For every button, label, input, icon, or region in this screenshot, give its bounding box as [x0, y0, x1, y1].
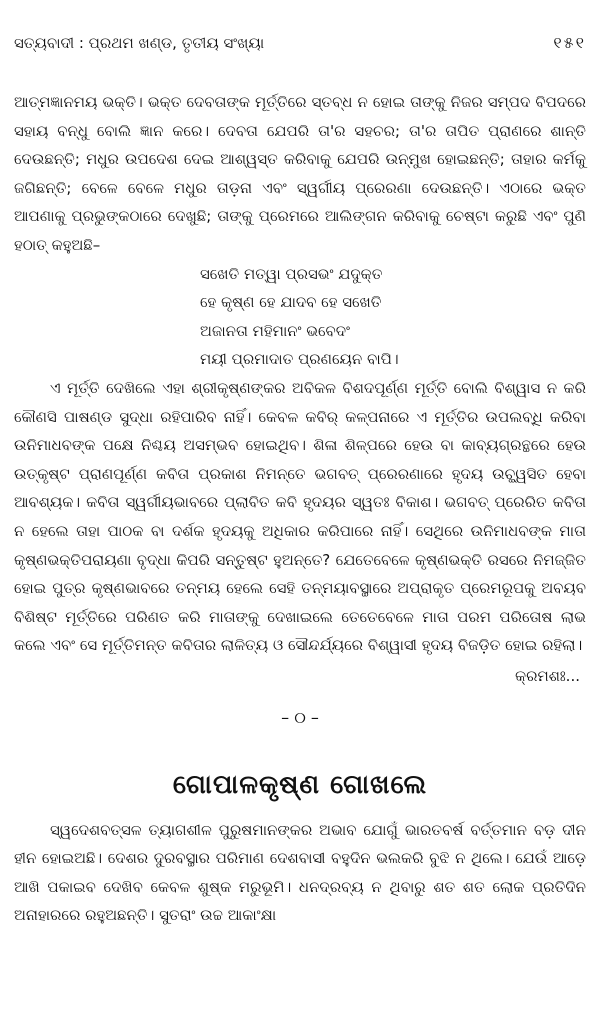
article-paragraph: ଆତ୍ମଜ୍ଞାନମୟ ଭକ୍ତି। ଭକ୍ତ ଦେବତାଙ୍କ ମୂର୍ତ୍ତିରେ ସ୍ତବ୍ଧ ନ ହୋଇ ତାଙ୍କୁ ନିଜର ସମ୍ପଦ ବିପଦରେ ସହାୟ ବନ୍ଧୁ ବୋଲି ଜ୍ଞାନ କରେ। ଦେବତା ଯେପରି ତା'ର ସହଚର; ତା'ର ତାପିତ ପ୍ରାଣରେ ଶାନ୍ତି ଦେଉଛନ୍ତି; ମଧୁର ଉପଦେଶ ଦେଇ ଆଶ୍ୱସ୍ତ କରିବାକୁ ଯେପରି ଉନ୍ମୁଖ ହୋଇଛନ୍ତି; ତାହାର କର୍ମକୁ ଜଗିଛନ୍ତି; ବେଳେ ବେଳେ ମଧୁର ତାଡ଼ନା ଏବଂ ସ୍ୱର୍ଗୀୟ ପ୍ରେରଣା ଦେଉଛନ୍ତି। ଏଠାରେ ଭକ୍ତ ଆପଣାକୁ ପ୍ରଭୁଙ୍କଠାରେ ଦେଖୁଛି; ତାଙ୍କୁ ପ୍ରେମରେ ଆଲିଙ୍ଗନ କରିବାକୁ ଚେଷ୍ଟା କରୁଛି ଏବଂ ପୁଣି ହଠାତ୍ କହୁଅଛି–: [14, 93, 586, 254]
verse-line: ମୟୀ ପ୍ରମାଦାତ ପ୍ରଣୟେନ ବାପି।: [200, 350, 399, 369]
verse-line: ସଖେତି ମତ୍ୱା ପ୍ରସଭଂ ଯଦୁକ୍ତ: [200, 264, 383, 283]
continued-label: କ୍ରମଶଃ...: [515, 666, 580, 685]
verse-line: ହେ କୃଷ୍ଣ ହେ ଯାଦବ ହେ ସଖେତି: [200, 293, 382, 312]
article-paragraph: ଏ ମୂର୍ତ୍ତି ଦେଖିଲେ ଏହା ଶ୍ରୀକୃଷ୍ଣଙ୍କର ଅବିକଳ ବିଶଦପୂର୍ଣ୍ଣ ମୂର୍ତ୍ତି ବୋଲି ବିଶ୍ୱାସ ନ କରି କୌଣସି ପାଷଣ୍ଡ ସୁଦ୍ଧା ରହିପାରିବ ନାହିଁ। କେବଳ କବିର୍ କଳ୍ପନାରେ ଏ ମୂର୍ତ୍ତିର ଉପଲବ୍ଧି କରିବା ଉନିମାଧବଙ୍କ ପକ୍ଷେ ନିଶ୍ଚୟ ଅସମ୍ଭବ ହୋଇଥିବ। ଶିଳା ଶିଳ୍ପରେ ହେଉ ବା କାବ୍ୟଗ୍ରନ୍ଥରେ ହେଉ ଉତ୍କୃଷ୍ଟ ପ୍ରାଣପୂର୍ଣ୍ଣ କବିତା ପ୍ରକାଶ ନିମନ୍ତେ ଭଗବତ୍ ପ୍ରେରଣାରେ ହୃଦୟ ଉଚ୍ଛ୍ୱସିତ ହେବା ଆବଶ୍ୟକ। କବିତା ସ୍ୱର୍ଗୀୟଭାବରେ ପ୍ଲାବିତ କବି ହୃଦୟର ସ୍ୱତଃ ବିକାଶ। ଭଗବତ୍ ପ୍ରେରିତ କବିତା ନ ହେଲେ ତାହା ପାଠକ ବା ଦର୍ଶକ ହୃଦୟକୁ ଅଧିକାର କରିପାରେ ନାହିଁ। ସେଥିରେ ଉନିମାଧବଙ୍କ ମାତା କୃଷ୍ଣଭକ୍ତିପରାୟଣା ବୃଦ୍ଧା କିପରି ସନ୍ତୁଷ୍ଟ ହୁଅନ୍ତେ? ଯେତେବେଳେ କୃଷ୍ଣଭକ୍ତି ରସରେ ନିମଜ୍ଜିତ ହୋଇ ପୁତ୍ର କୃଷ୍ଣଭାବରେ ତନ୍ମୟ ହେଲେ ସେହି ତନ୍ମୟାବସ୍ଥାରେ ଅପ୍ରାକୃତ ପ୍ରେମରୂପକୁ ଅବୟବ ବିଶିଷ୍ଟ ମୂର୍ତ୍ତିରେ ପରିଣତ କରି ମାତାଙ୍କୁ ଦେଖାଇଲେ ତେତେବେଳେ ମାତା ପରମ ପରିତୋଷ ଲାଭ କଲେ ଏବଂ ସେ ମୂର୍ତ୍ତିମନ୍ତ କବିତାର ଲାଳିତ୍ୟ ଓ ସୌନ୍ଦର୍ଯ୍ୟରେ ବିଶ୍ୱାସୀ ହୃଦୟ ବିଜଡ଼ିତ ହୋଇ ରହିଲା।: [14, 378, 586, 655]
article-body: [14, 88, 586, 930]
verse-line: ଅଜାନତା ମହିମାନଂ ଭବେଦଂ: [200, 321, 350, 340]
sanskrit-verse: [200, 260, 586, 374]
section-separator: – ୦ –: [281, 708, 319, 728]
section-title: ଗୋପାଳକୃଷ୍ଣ ଗୋଖଲେ: [172, 770, 428, 801]
page-number: ୧୫୧: [553, 33, 586, 52]
running-title: ସତ୍ୟବାଦୀ : ପ୍ରଥମ ଖଣ୍ଡ, ତୃତୀୟ ସଂଖ୍ୟା: [14, 34, 265, 52]
running-header: [14, 30, 586, 56]
section-paragraph: ସ୍ୱଦେଶବତ୍ସଳ ତ୍ୟାଗଶୀଳ ପୁରୁଷମାନଙ୍କର ଅଭାବ ଯୋଗୁଁ ଭାରତବର୍ଷ ବର୍ତ୍ତମାନ ବଡ଼ ଦୀନ ହୀନ ହୋଇଅଛି। ଦେଶର ଦୁରବସ୍ଥାର ପରିମାଣ ଦେଶବାସୀ ବହୁଦିନ ଭଲକରି ବୁଝି ନ ଥିଲେ। ଯେଉଁ ଆଡ଼େ ଆଖି ପକାଇବ ଦେଖିବ କେବଳ ଶୁଷ୍କ ମରୁଭୂମି। ଧନଦ୍ରବ୍ୟ ନ ଥିବାରୁ ଶତ ଶତ ଲୋକ ପ୍ରତିଦିନ ଅନାହାରରେ ରହୁଅଛନ୍ତି। ସୁତରାଂ ଉଚ୍ଚ ଆକାଂକ୍ଷା: [14, 820, 586, 925]
